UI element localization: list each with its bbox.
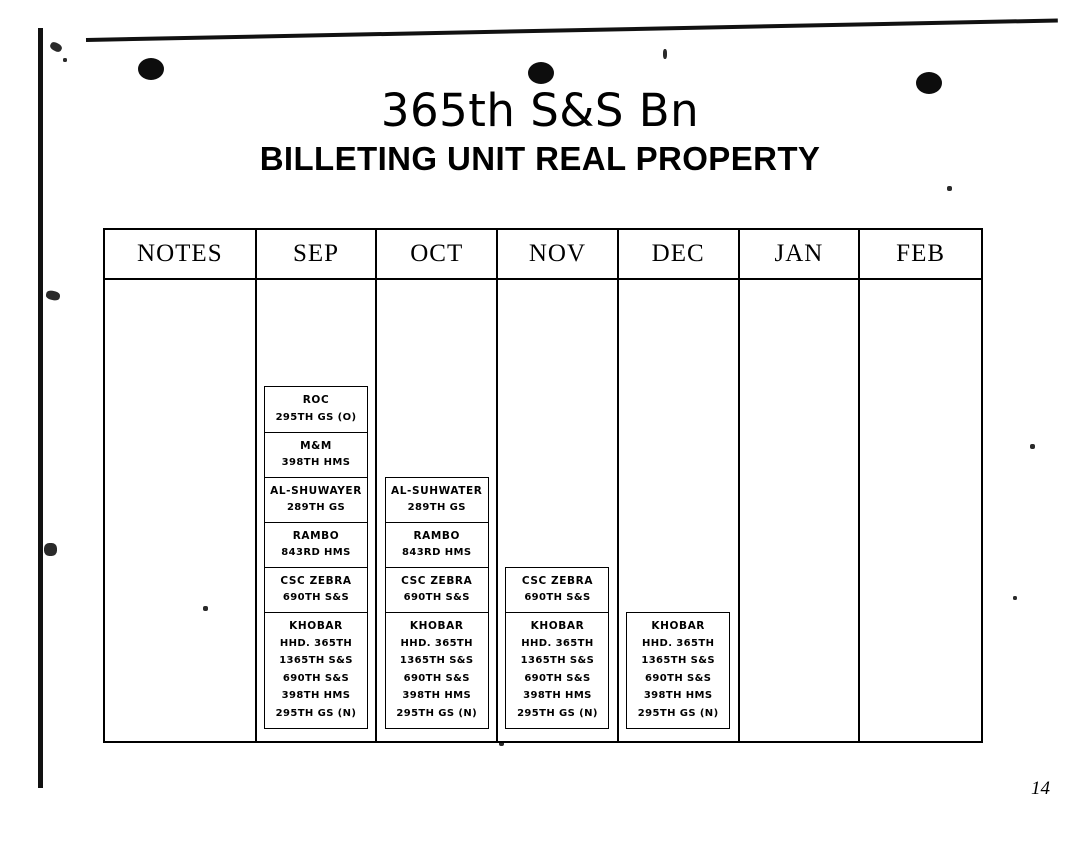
page-title: 365th S&S Bn [380, 84, 700, 137]
unit-block: CSC ZEBRA 690TH S&S [385, 567, 489, 614]
column-header-feb: FEB [896, 240, 946, 267]
column-body-feb [860, 280, 981, 743]
scan-speck [45, 290, 61, 302]
column-body-dec [619, 280, 740, 743]
unit-block: M&M 398TH HMS [264, 432, 368, 479]
column-header-nov: NOV [498, 230, 619, 278]
scan-speck [663, 49, 667, 59]
page-edge-top [86, 18, 1058, 42]
unit-block: CSC ZEBRA 690TH S&S [505, 567, 609, 614]
scan-speck [947, 186, 952, 191]
column-header-dec: DEC [619, 230, 740, 278]
unit-block: KHOBAR HHD. 365TH 1365TH S&S 690TH S&S 398TH HMS 295TH GS (N) [385, 612, 489, 729]
unit-block: RAMBO 843RD HMS [385, 522, 489, 569]
column-header-oct: OCT [377, 230, 498, 278]
page-subtitle: BILLETING UNIT REAL PROPERTY [259, 140, 821, 177]
scan-speck [1030, 444, 1035, 449]
unit-block: KHOBAR HHD. 365TH 1365TH S&S 690TH S&S 398TH HMS 295TH GS (N) [264, 612, 368, 729]
unit-block: AL-SUHWATER 289TH GS [385, 477, 489, 524]
hole-punch-icon [528, 62, 554, 84]
scan-speck [49, 41, 63, 54]
column-header-jan: JAN [740, 230, 861, 278]
column-header-sep: SEP [257, 230, 378, 278]
chart-header-row [105, 230, 981, 280]
column-body-jan [740, 280, 861, 743]
unit-stack-oct [385, 478, 489, 729]
unit-stack-nov [505, 569, 609, 729]
unit-block: KHOBAR HHD. 365TH 1365TH S&S 690TH S&S 398TH HMS 295TH GS (N) [626, 612, 730, 729]
column-body-notes [105, 280, 257, 743]
billeting-chart [103, 228, 983, 743]
column-body-sep [257, 280, 378, 743]
unit-block: KHOBAR HHD. 365TH 1365TH S&S 690TH S&S 398TH HMS 295TH GS (N) [505, 612, 609, 729]
unit-block: RAMBO 843RD HMS [264, 522, 368, 569]
scan-speck [44, 543, 57, 556]
scan-speck [63, 58, 67, 62]
scan-speck [1013, 596, 1017, 600]
unit-block: AL-SHUWAYER 289TH GS [264, 477, 368, 524]
page-number: 14 [1031, 778, 1050, 799]
hole-punch-icon [138, 58, 164, 80]
chart-body-row [105, 280, 981, 743]
column-body-oct [377, 280, 498, 743]
unit-stack-dec [626, 614, 730, 729]
column-header-notes: NOTES [105, 230, 257, 278]
unit-block: CSC ZEBRA 690TH S&S [264, 567, 368, 614]
unit-block: ROC 295TH GS (O) [264, 386, 368, 433]
unit-stack-sep [264, 388, 368, 729]
column-body-nov [498, 280, 619, 743]
